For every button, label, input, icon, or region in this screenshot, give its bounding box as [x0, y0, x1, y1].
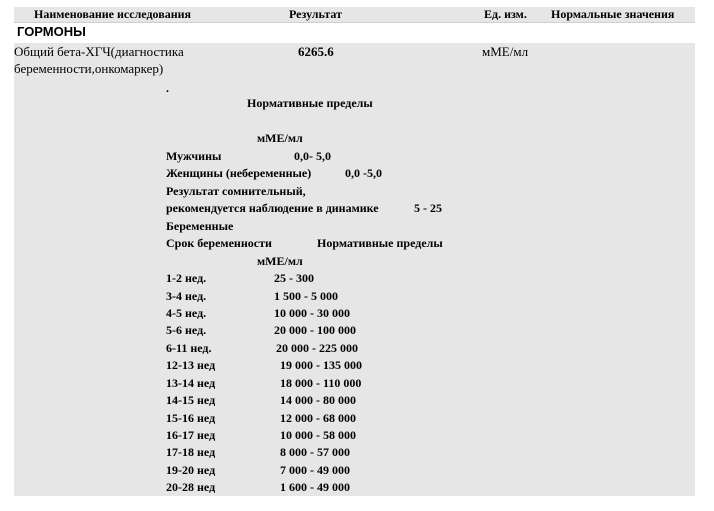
test-name-line-2: беременности,онкомаркер) — [14, 61, 164, 76]
header-result: Результат — [289, 7, 343, 21]
women-range: 0,0 -5,0 — [345, 166, 382, 180]
pregnancy-term: 20-28 нед — [166, 480, 216, 494]
pregnancy-range: 14 000 - 80 000 — [280, 393, 356, 407]
term-header: Срок беременности — [166, 236, 272, 250]
pregnancy-term: 3-4 нед. — [166, 289, 207, 303]
doubtful-range: 5 - 25 — [414, 201, 442, 215]
pregnancy-term: 13-14 нед — [166, 376, 216, 390]
pregnancy-term: 1-2 нед. — [166, 271, 207, 285]
pregnancy-range: 10 000 - 30 000 — [274, 306, 350, 320]
pregnancy-range: 8 000 - 57 000 — [280, 445, 350, 459]
pregnancy-term: 6-11 нед. — [166, 341, 212, 355]
doubtful-line-2: рекомендуется наблюдение в динамике — [166, 201, 379, 215]
pregnancy-range: 10 000 - 58 000 — [280, 428, 356, 442]
pregnancy-term: 5-6 нед. — [166, 323, 207, 337]
pregnancy-term: 17-18 нед — [166, 445, 216, 459]
pregnancy-range: 1 600 - 49 000 — [280, 480, 350, 494]
pregnancy-range: 1 500 - 5 000 — [274, 289, 338, 303]
result-unit: мМЕ/мл — [482, 44, 529, 59]
norm-header: Нормативные пределы — [317, 236, 443, 250]
header-test-name: Наименование исследования — [34, 7, 192, 21]
header-reference: Нормальные значения — [551, 7, 675, 21]
pregnancy-term: 14-15 нед — [166, 393, 216, 407]
men-label: Мужчины — [166, 149, 222, 163]
pregnancy-term: 16-17 нед — [166, 428, 216, 442]
pregnancy-term: 12-13 нед — [166, 358, 216, 372]
pregnancy-range: 20 000 - 100 000 — [274, 323, 356, 337]
pregnancy-term: 15-16 нед — [166, 411, 216, 425]
section-title: ГОРМОНЫ — [17, 24, 86, 39]
reference-dot: . — [166, 81, 169, 95]
pregnancy-range: 12 000 - 68 000 — [280, 411, 356, 425]
result-value: 6265.6 — [298, 44, 334, 59]
header-unit: Ед. изм. — [484, 7, 527, 21]
test-name — [14, 43, 214, 77]
pregnancy-range: 20 000 - 225 000 — [276, 341, 358, 355]
pregnancy-term: 4-5 нед. — [166, 306, 207, 320]
reference-unit: мМЕ/мл — [257, 131, 303, 145]
pregnancy-range: 18 000 - 110 000 — [280, 376, 362, 390]
test-name-line-1: Общий бета-ХГЧ(диагностика — [14, 44, 184, 59]
table-header — [14, 7, 695, 23]
pregnancy-range: 7 000 - 49 000 — [280, 463, 350, 477]
pregnancy-unit: мМЕ/мл — [257, 254, 303, 268]
doubtful-line-1: Результат сомнительный, — [166, 184, 306, 198]
pregnant-label: Беременные — [166, 219, 234, 233]
women-label: Женщины (небеременные) — [166, 166, 312, 180]
men-range: 0,0- 5,0 — [294, 149, 331, 163]
pregnancy-range: 19 000 - 135 000 — [280, 358, 362, 372]
pregnancy-range: 25 - 300 — [274, 271, 314, 285]
reference-title: Нормативные пределы — [247, 96, 373, 110]
pregnancy-term: 19-20 нед — [166, 463, 216, 477]
